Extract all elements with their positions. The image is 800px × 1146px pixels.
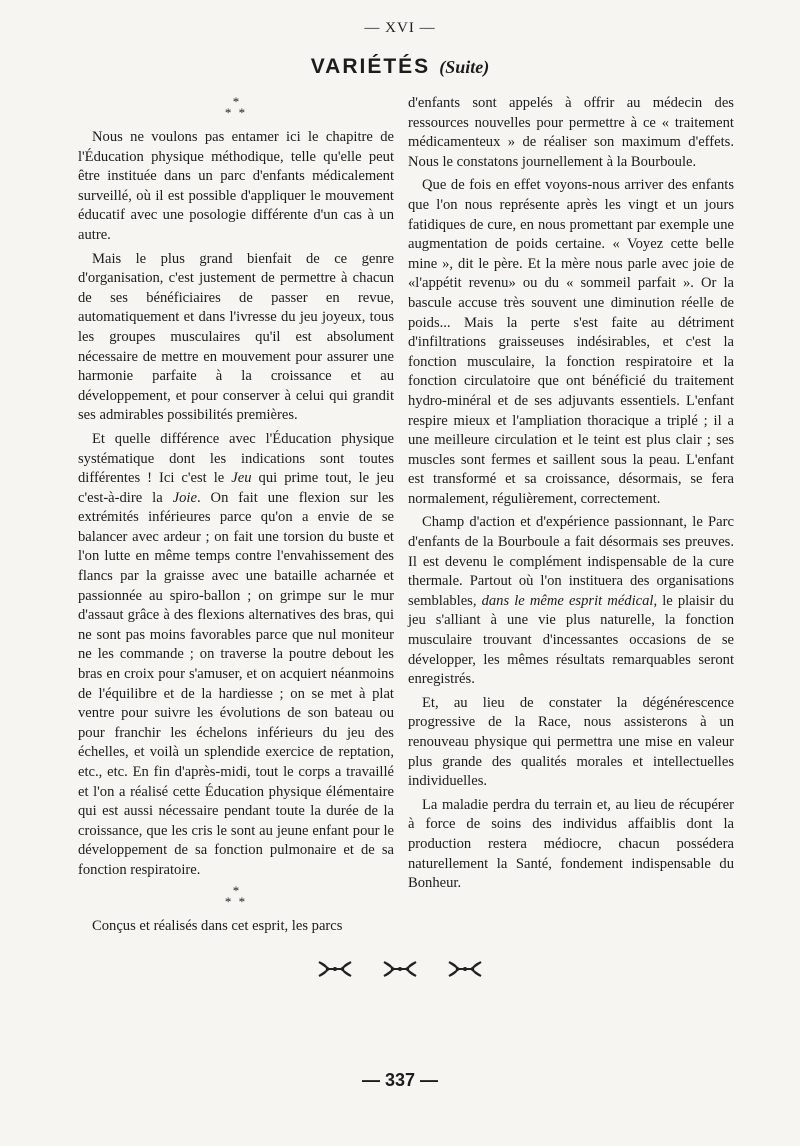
title-suite: (Suite) [439,57,490,77]
page-number: — 337 — [361,1070,439,1090]
right-paragraph-3 [408,513,734,689]
left-p3-joie: Joie [172,489,197,506]
asterism-2 [78,882,394,913]
right-paragraph-5: La maladie perdra du terrain et, au lieu de récupérer à force de soins des individus affaiblis dont la production restera médiocre, chacun possédera naturellement la Santé, fondement indispensable du Bonheur. [408,796,734,892]
title-main: VARIÉTÉS [310,55,431,78]
asterism-bottom: * * [224,105,248,120]
left-p3-part-b: qui prime tout, le jeu c'est-à-dire la [78,470,394,506]
left-paragraph-4: Conçus et réalisés dans cet esprit, les parcs [92,917,343,934]
asterism [78,96,394,124]
right-p3-emphasis: dans le même esprit médical [481,592,654,609]
ornament-icon [445,958,485,980]
ornament-icon [380,958,420,980]
left-column [78,94,394,940]
right-paragraph-1: d'enfants sont appelés à offrir au médecin des ressources nouvelles pour permettre à ce « traitement médicamenteux » de réaliser son maximum d'effets. Nous le constatons journellement à la Bourboule. [408,95,734,170]
ornament-icon [315,958,355,980]
running-page-number: — XVI — [364,20,436,36]
asterism-2-bottom: * * [224,893,248,909]
left-p3-jeu: Jeu [231,470,252,487]
left-p3-part-a: Et quelle différence avec l'Éducation physique systématique dont les indications sont toutes différentes ! Ici c'est le [78,430,394,487]
left-paragraph-3 [78,430,394,881]
left-paragraph-2: Mais le plus grand bienfait de ce genre d'organisation, c'est justement de permettre à chacun de ses bénéficiaires de passer en revue, automatiquement et dans l'ivresse du jeu joyeux, tous les groupes musculaires qu'il est absolument nécessaire de mettre en mouvement pour assurer une harmonie parfaite à la croissance et au développement, et pour conserver à celui qui grandit ses admirables possibilités premières. [78,250,394,424]
decorative-ornament [0,958,800,984]
right-p3-part-a: Champ d'action et d'expérience passionnant, le Parc d'enfants de la Bourboule a fait désormais ses preuves. Il est devenu le complément indispensable de la cure thermale. Partout où l'on instituera des organisations semblables, [408,514,734,609]
right-p3-part-b: , le plaisir du jeu s'alliant à une vie plus naturelle, la fonction musculaire trouvant d'incessantes occasions de se développer, les mêmes résultats remarquables seront enregistrés. [408,592,734,688]
right-paragraph-2: Que de fois en effet voyons-nous arriver des enfants que l'on nous représente après les vingt et un jours fatidiques de cure, en nous promettant par exemple une augmentation de poids certaine. « Voyez cette belle mine », dit le père. Et la mère nous parle avec joie de «l'appétit revenu» ou du « sommeil parfait ». Or la bascule accuse très souvent une diminution réelle de poids... Mais la perte s'est faite au détriment d'infiltrations graisseuses indésirables, et c'est la fonction musculaire, la fonction respiratoire et la fonction circulatoire que ont bénéficié du traitement hydro-minéral et de ses adjuvants essentiels. L'enfant respire mieux et l'ampliation thoracique a triplé ; il a une meilleure circulation et le teint est plus clair ; ses muscles sont fermes et saillent sous la peau. L'enfant est transformé et sa croissance, désormais, se fera normalement, régulièrement, correctement. [408,177,734,507]
right-paragraph-4: Et, au lieu de constater la dégénérescence progressive de la Race, nous assisterons à un renouveau physique qui permettra une mise en valeur plus grande des qualités morales et intellectuelles individuelles. [408,694,734,790]
right-column [408,94,734,898]
asterism-2-top: * [232,882,240,898]
left-paragraph-1: Nous ne voulons pas entamer ici le chapitre de l'Éducation physique méthodique, telle qu'elle peut être instituée dans un parc d'enfants médicalement surveillé, où il est possible d'appliquer le mouvement éducatif avec une posologie différente d'un cas à un autre. [78,129,394,243]
asterism-top: * [232,94,240,109]
page-title [0,55,800,79]
left-p3-part-c: . On fait une flexion sur les extrémités inférieures parce qu'on a envie de se balancer avec ardeur ; on fait une torsion du buste et l'on lutte en même temps contre l'envahissement des flancs par la graisse avec une bataille acharnée et passionnée au spiro-ballon ; on grimpe sur le mur d'assaut grâce à des flexions alternatives des bras, qui ne sont pas moins favorables parce que nul moniteur ne les commande ; on traverse la poutre debout les bras en croix pour s'amuser, et on acquiert néanmoins de l'équilibre et de la hardiesse ; on se met à plat ventre pour suivre les évolutions de son bateau ou pour franchir les échelons inférieurs du jeu des échelles, et voilà un splendide exercice de reptation, etc., etc. En fin d'après-midi, tout le corps a travaillé et l'on a réalisé cette Éducation physique élémentaire qui est aussi nécessaire pendant toute la durée de la croissance, que les cris le sont au jeune enfant pour le développement de sa fonction pulmonaire et de sa fonction respiratoire. [78,489,394,878]
